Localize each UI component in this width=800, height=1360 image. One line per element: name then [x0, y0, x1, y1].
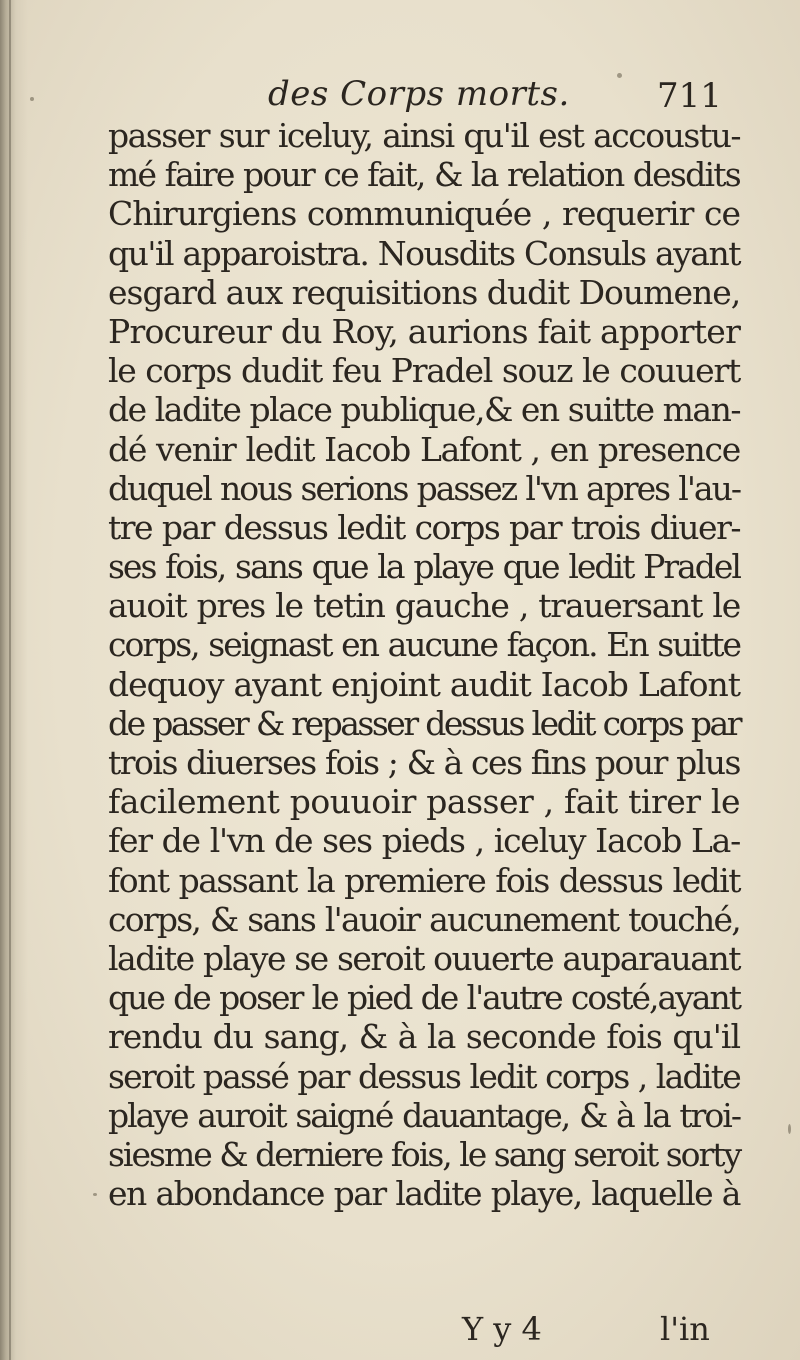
text-line: de ladite place publique,& en suitte man-	[108, 390, 740, 430]
signature-mark: Y y 4	[462, 1310, 542, 1348]
page-footer	[0, 1308, 800, 1358]
text-line: rendu du sang, & à la seconde fois qu'il	[108, 1017, 740, 1057]
text-line: font passant la premiere fois dessus ledit	[108, 860, 740, 900]
text-line: facilement pouuoir passer , fait tirer le	[108, 782, 740, 822]
text-line: fer de l'vn de ses pieds , iceluy Iacob La-	[108, 821, 740, 861]
text-line: ses fois, sans que la playe que ledit Pradel	[108, 547, 740, 587]
text-line: le corps dudit feu Pradel souz le couuert	[108, 351, 740, 391]
text-line: tre par dessus ledit corps par trois diuer-	[108, 507, 740, 547]
text-line: Chirurgiens communiquée , requerir ce	[108, 194, 740, 234]
text-line: corps, & sans l'auoir aucunement touché,	[108, 899, 740, 939]
page-number: 711	[657, 76, 722, 116]
text-line: ladite playe se seroit ouuerte auparauant	[108, 938, 740, 978]
text-line: passer sur iceluy, ainsi qu'il est accoustu-	[108, 116, 740, 155]
text-line: de passer & repasser dessus ledit corps par	[108, 703, 740, 743]
text-line: dequoy ayant enjoint audit Iacob Lafont	[108, 664, 740, 704]
text-line: corps, seignast en aucune façon. En suitte	[108, 625, 740, 665]
paper-speck	[788, 1124, 791, 1134]
text-line: trois diuerses fois ; & à ces fins pour plus	[108, 743, 740, 782]
text-line: Procureur du Roy, aurions fait apporter	[108, 311, 741, 351]
text-line: auoit pres le tetin gauche , trauersant le	[108, 586, 740, 626]
body-text	[108, 116, 740, 1213]
page-binding-edge	[9, 0, 11, 1360]
paper-speck	[617, 73, 622, 78]
text-line: en abondance par ladite playe, laquelle à	[108, 1174, 740, 1214]
text-line: playe auroit saigné dauantage, & à la troi-	[108, 1095, 740, 1135]
text-line: qu'il apparoistra. Nousdits Consuls ayant	[108, 233, 740, 273]
text-line: seroit passé par dessus ledit corps , ladite	[108, 1056, 740, 1096]
text-line: mé faire pour ce fait, & la relation desdits	[108, 155, 740, 195]
page-binding-shadow	[0, 0, 28, 1360]
text-line: esgard aux requisitions dudit Doumene,	[108, 272, 741, 312]
text-line: que de poser le pied de l'autre costé,ayant	[108, 978, 740, 1018]
text-line: siesme & derniere fois, le sang seroit sorty	[108, 1134, 741, 1174]
text-line: dé venir ledit Iacob Lafont , en presence	[108, 429, 740, 469]
text-line: duquel nous serions passez l'vn apres l'au-	[108, 468, 740, 508]
paper-speck	[93, 1193, 97, 1196]
paper-speck	[30, 97, 34, 101]
catchword: l'in	[660, 1310, 710, 1348]
running-head: des Corps morts.	[268, 74, 570, 114]
